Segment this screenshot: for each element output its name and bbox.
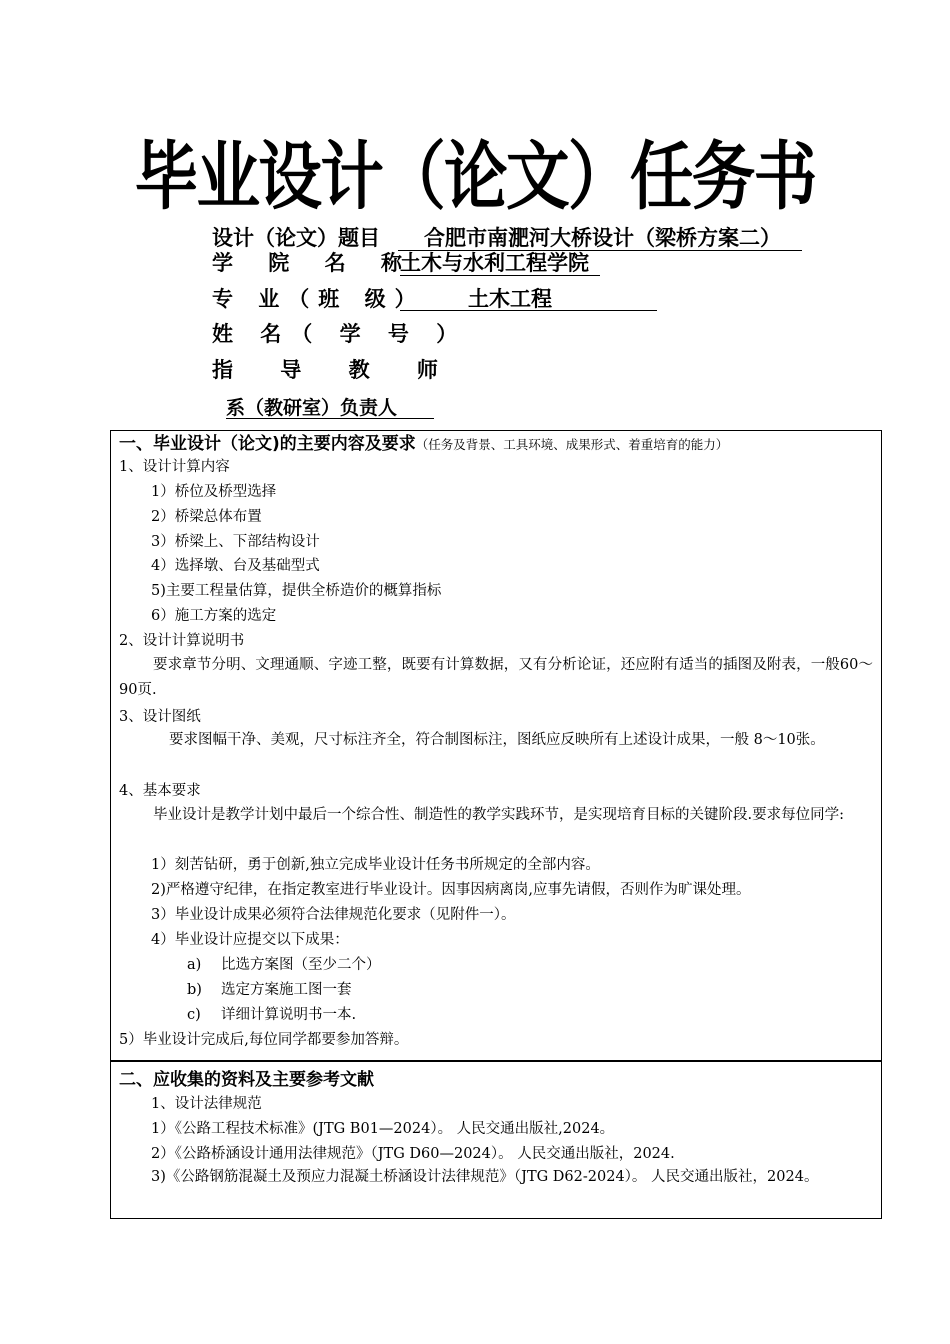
s3-heading: 3、设计图纸	[119, 709, 201, 725]
section1-title	[119, 433, 728, 456]
section2-title: 二、应收集的资料及主要参考文献	[119, 1070, 374, 1090]
s4-text: 毕业设计是教学计划中最后一个综合性、制造性的教学实践环节，是实现培育目标的关键阶段.要求每位同学:	[153, 807, 844, 823]
sub-item-mark: b)	[187, 982, 202, 998]
s2-law-heading: 1、设计法律规范	[151, 1096, 262, 1112]
reference-item: 1）《公路工程技术标准》(JTG B01—2024）。 人民交通出版社,2024。	[151, 1121, 615, 1137]
college-underline	[400, 275, 600, 276]
topic-label: 设计（论文）题目	[212, 226, 380, 250]
dept-label: 系（教研室）负责人	[226, 397, 398, 419]
section-main-content	[110, 430, 882, 1062]
s1-heading: 1、设计计算内容	[119, 459, 230, 475]
section1-title-text: 一、毕业设计（论文)的主要内容及要求	[119, 434, 416, 454]
list-item: 1）桥位及桥型选择	[151, 484, 277, 500]
list-item: 4）选择墩、台及基础型式	[151, 558, 320, 574]
list-item: 2)严格遵守纪律，在指定教室进行毕业设计。因事因病离岗,应事先请假，否则作为旷课处理。	[151, 882, 751, 898]
college-value: 土木与水利工程学院	[400, 251, 589, 275]
list-item: 4）毕业设计应提交以下成果：	[151, 932, 349, 948]
sub-item-mark: a)	[187, 957, 202, 973]
sub-item-mark: c)	[187, 1007, 201, 1023]
list-item: 3）毕业设计成果必须符合法律规范化要求（见附件一）。	[151, 907, 516, 923]
major-label: 专 业（班 级）	[212, 287, 425, 311]
section1-note: （任务及背景、工具环境、成果形式、着重培育的能力）	[415, 437, 729, 452]
s3-text: 要求图幅干净、美观，尺寸标注齐全，符合制图标注，图纸应反映所有上述设计成果，一般 8～10张。	[169, 732, 825, 748]
name-label: 姓 名（ 学 号 ）	[212, 322, 468, 346]
page-title: 毕业设计（论文）任务书	[134, 134, 816, 220]
s4-heading: 4、基本要求	[119, 783, 201, 799]
advisor-label: 指 导 教 师	[212, 358, 458, 382]
topic-value: 合肥市南淝河大桥设计（梁桥方案二）	[424, 226, 781, 250]
list-item: 2）桥梁总体布置	[151, 509, 262, 525]
section-references	[110, 1060, 882, 1219]
s2-text: 要求章节分明、文理通顺、字迹工整，既要有计算数据，又有分析论证，还应附有适当的插图及附表，一般60～90页.	[119, 657, 873, 698]
list-item: 5)主要工程量估算，提供全桥造价的概算指标	[151, 583, 442, 599]
s2-heading: 2、设计计算说明书	[119, 633, 245, 649]
list-item: 1）刻苦钻研，勇于创新,独立完成毕业设计任务书所规定的全部内容。	[151, 857, 600, 873]
reference-item: 3)《公路钢筋混凝土及预应力混凝土桥涵设计法律规范》（JTG D62-2024）。 人民交通出版社，2024。	[151, 1169, 819, 1185]
dept-underline	[226, 418, 434, 419]
sub-item-text: 比选方案图（至少二个）	[221, 957, 381, 973]
college-label: 学 院 名 称	[212, 251, 416, 275]
list-item: 6）施工方案的选定	[151, 608, 277, 624]
s5-text: 5）毕业设计完成后,每位同学都要参加答辩。	[119, 1032, 409, 1048]
major-underline	[400, 310, 657, 311]
sub-item-text: 选定方案施工图一套	[221, 982, 352, 998]
sub-item-text: 详细计算说明书一本.	[221, 1007, 357, 1023]
reference-item: 2）《公路桥涵设计通用法律规范》（JTG D60—2024）。 人民交通出版社，2024.	[151, 1146, 675, 1162]
list-item: 3）桥梁上、下部结构设计	[151, 534, 320, 550]
major-value: 土木工程	[468, 287, 552, 311]
